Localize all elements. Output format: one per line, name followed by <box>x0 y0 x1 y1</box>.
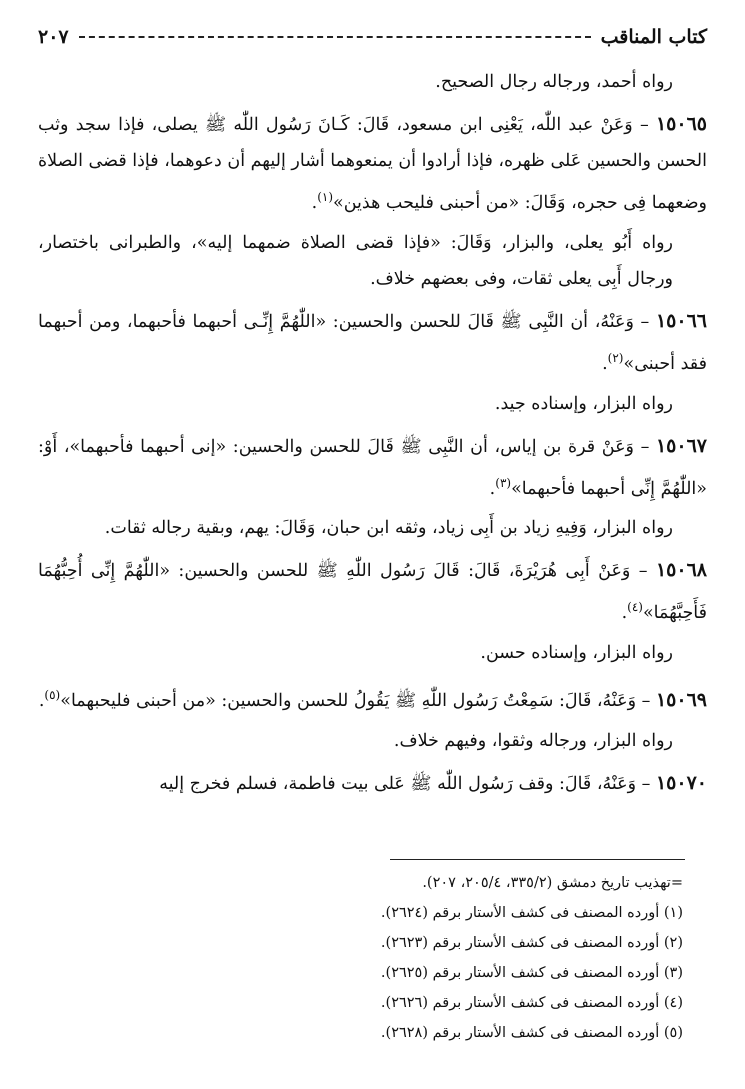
footnote-marker[interactable]: (٢) <box>607 350 624 365</box>
footnote-line: (٤) أورده المصنف فى كشف الأستار برقم (٢٦٢٦). <box>380 995 683 1011</box>
hadith-number: ١٥٠٦٨ <box>655 559 707 582</box>
narration-note <box>38 225 707 297</box>
hadith-paragraph <box>38 677 707 719</box>
book-chapter-title: كتاب المناقب <box>600 26 707 48</box>
footnote-line: (٣) أورده المصنف فى كشف الأستار برقم (٢٦٢٥). <box>380 965 683 981</box>
paragraph-text: – وَعَنْهُ، قَالَ: وقف رَسُول اللّٰه ﷺ عَلى بيت فاطمة، فسلم فخرج إليه <box>159 774 651 795</box>
hadith-number: ١٥٠٦٦ <box>655 309 707 332</box>
paragraph-text: رواه البزار، ورجاله وثقوا، وفيهم خلاف. <box>393 731 673 752</box>
footnote-line: (٥) أورده المصنف فى كشف الأستار برقم (٢٦٢٨). <box>380 1025 683 1041</box>
footnote-line: =تهذيب تاريخ دمشق (٣٣٥/٢، ٢٠٥/٤، ٢٠٧). <box>422 875 683 891</box>
hadith-number: ١٥٠٦٧ <box>655 434 707 457</box>
hadith-paragraph <box>38 552 707 631</box>
hadith-number: ١٥٠٦٩ <box>655 689 707 712</box>
narration-note <box>38 510 707 546</box>
page-header <box>38 22 707 52</box>
sentence-end: . <box>311 192 318 213</box>
sentence-end: . <box>489 478 496 499</box>
footnote-separator <box>390 859 685 860</box>
narration-note <box>38 723 707 759</box>
paragraph-text: رواه أحمد، ورجاله رجال الصحيح. <box>435 72 673 92</box>
footnote-line: (٢) أورده المصنف فى كشف الأستار برقم (٢٦٢٣). <box>380 935 683 951</box>
paragraph-text: – وَعَنْ عبد اللّٰه، يَعْنِى ابن مسعود، قَالَ: كَـانَ رَسُول اللّٰه ﷺ يصلى، فإذا سجد وثب الحسن والحسين عَلى ظهره، فإذا أرادوا أن يمنعوهما أشار إليهم أن دعوهما، فإذا قضى الصلاة وضعهما فِى حجره، وَقَالَ: «من أحبنى فليحب هذين» <box>38 115 707 213</box>
footnote-marker[interactable]: (١) <box>317 190 334 204</box>
footnote-line: (١) أورده المصنف فى كشف الأستار برقم (٢٦٢٤). <box>380 905 683 921</box>
paragraph-text: – وَعَنْهُ، أن النَّبِى ﷺ قَالَ للحسن والحسين: «اللّٰهُمَّ إِنِّـى أحبهما فأحبهما، ومن أحبهما فقد أحبنى» <box>38 311 707 374</box>
paragraph-text: رواه البزار، وَفِيهِ زياد بن أَبِى زياد، وثقه ابن حبان، وَقَالَ: يهم، وبقية رجاله ثقات. <box>104 518 673 539</box>
paragraph-text: رواه البزار، وإسناده جيد. <box>494 393 673 414</box>
sentence-end: . <box>602 353 608 374</box>
page-body <box>38 64 707 806</box>
footnote-marker[interactable]: (٥) <box>44 688 61 703</box>
hadith-paragraph <box>38 765 707 802</box>
paragraph-text: – وَعَنْ قرة بن إياس، أن النَّبِى ﷺ قَالَ للحسن والحسين: «إنى أحبهما فأحبهما»، أَوْ: «اللّٰهُمَّ إِنِّى أحبهما فأحبهما» <box>38 436 707 499</box>
paragraph-text: – وَعَنْ أَبِى هُرَيْرَةَ، قَالَ: قَالَ رَسُول اللّٰهِ ﷺ للحسن والحسين: «اللّٰهُمَّ إِنِّى أُحِبُّهُمَا فَأَحِبَّهُمَا» <box>38 561 707 624</box>
narration-note <box>38 635 707 671</box>
hadith-number: ١٥٠٧٠ <box>655 772 707 795</box>
hadith-paragraph <box>38 106 707 221</box>
narration-note <box>38 386 707 422</box>
paragraph-text: – وَعَنْهُ، قَالَ: سَمِعْتُ رَسُول اللّٰهِ ﷺ يَقُولُ للحسن والحسين: «من أحبنى فليحبهما» <box>60 691 651 712</box>
sentence-end: . <box>621 603 628 624</box>
paragraph-text: رواه أَبُو يعلى، والبزار، وَقَالَ: «فإذا قضى الصلاة ضمهما إليه»، والطبرانى باختصار، ورجال أَبِى يعلى ثقات، وفى بعضهم خلاف. <box>38 232 673 289</box>
footnote-marker[interactable]: (٤) <box>627 600 643 615</box>
hadith-number: ١٥٠٦٥ <box>655 113 707 135</box>
page-number: ٢٠٧ <box>38 26 69 48</box>
footnote-marker[interactable]: (٣) <box>495 475 512 490</box>
narration-note <box>38 64 707 100</box>
paragraph-text: رواه البزار، وإسناده حسن. <box>480 643 673 664</box>
hadith-paragraph <box>38 428 707 507</box>
hadith-paragraph <box>38 303 707 382</box>
footnotes <box>38 868 683 1048</box>
sentence-end: . <box>38 691 45 712</box>
header-dashed-rule <box>79 36 591 38</box>
